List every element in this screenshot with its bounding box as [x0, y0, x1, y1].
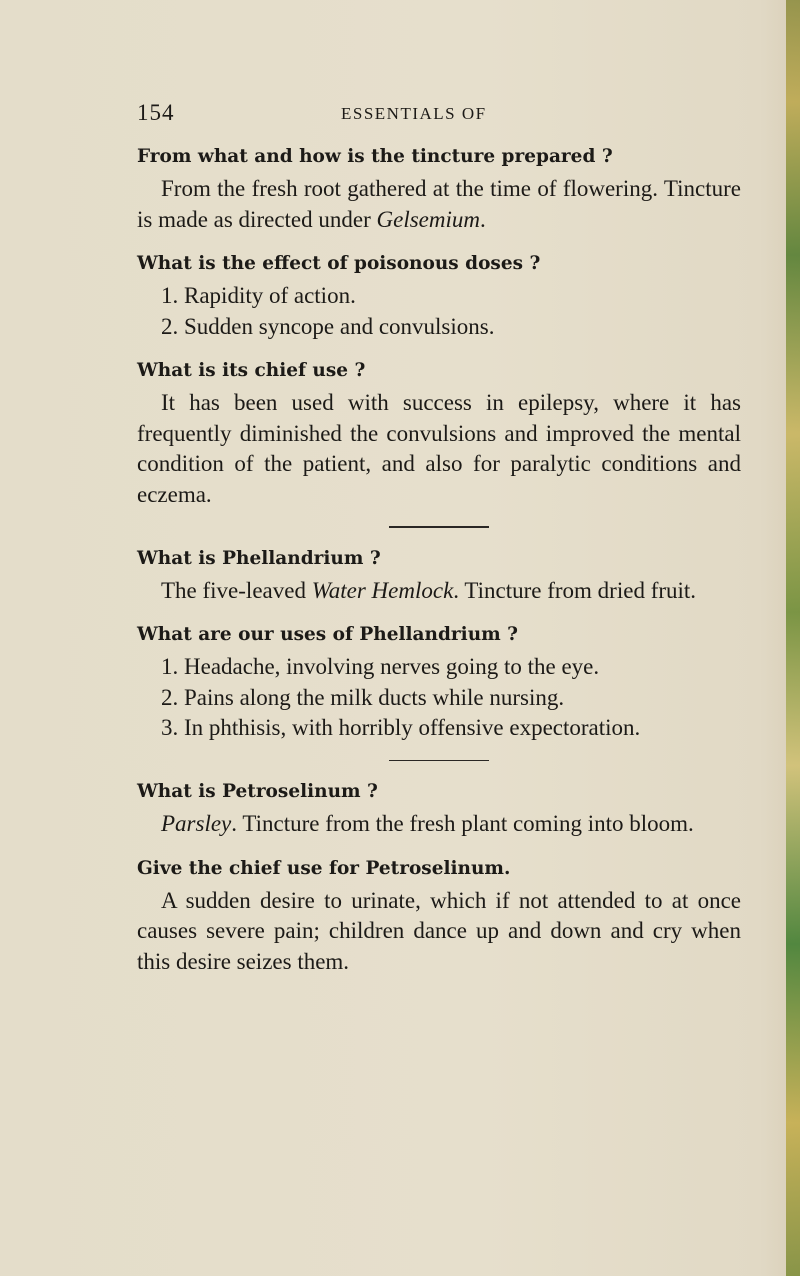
answer-text: From the fresh root gathered at the time of flowering. Tincture is made as directed under: [137, 176, 741, 232]
question-petroselinum-use: Give the chief use for Petroselinum.: [137, 857, 511, 879]
section-divider: [389, 526, 489, 528]
answer-chief-use: It has been used with success in epilepsy, where it has frequently diminished the convulsions and improved the mental condition of the patient, and also for paralytic conditions and eczema.: [137, 390, 741, 507]
question-chief-use: What is its chief use ?: [137, 360, 366, 381]
question-petroselinum: What is Petroselinum ?: [137, 781, 378, 802]
answer-petroselinum: [137, 809, 741, 840]
list-text: Pains along the milk ducts while nursing.: [184, 684, 565, 710]
question-poisonous-doses: What is the effect of poisonous doses ?: [137, 253, 541, 274]
list-item: [137, 312, 741, 343]
list-text: Headache, involving nerves going to the eye.: [184, 654, 600, 679]
list-number: 2.: [161, 313, 179, 339]
page-edge-strip: [786, 0, 800, 1276]
list-item: [137, 281, 741, 312]
page-number: 154: [137, 100, 175, 125]
list-item: [137, 652, 741, 683]
list-number: 3.: [161, 715, 179, 740]
question-phellandrium: What is Phellandrium ?: [137, 547, 381, 569]
list-item: [137, 713, 741, 744]
question-phellandrium-uses: What are our uses of Phellandrium ?: [137, 624, 518, 645]
list-text: In phthisis, with horribly offensive expectoration.: [184, 715, 641, 740]
list-number: 1.: [161, 283, 179, 308]
list-item: [137, 683, 741, 714]
italic-term: Gelsemium: [376, 206, 480, 232]
italic-term: Water Hemlock: [311, 577, 454, 603]
list-text: Sudden syncope and convulsions.: [184, 313, 495, 339]
answer-text: . Tincture from the fresh plant coming into bloom.: [231, 811, 694, 836]
italic-term: Parsley: [161, 811, 232, 836]
answer-text: . Tincture from dried fruit.: [453, 577, 697, 603]
section-divider: [389, 760, 489, 762]
answer-tincture-preparation: [137, 174, 741, 235]
page-content: [137, 140, 741, 977]
answer-phellandrium: [137, 576, 741, 607]
answer-text: .: [479, 206, 486, 232]
page-header: [137, 100, 737, 130]
list-number: 1.: [161, 654, 179, 679]
answer-petroselinum-use: A sudden desire to urinate, which if not attended to at once causes severe pain; children dance up and down and cry when this desire seizes them.: [137, 887, 741, 974]
running-head: ESSENTIALS OF: [341, 104, 487, 123]
question-tincture-preparation: From what and how is the tincture prepared ?: [137, 146, 613, 167]
list-text: Rapidity of action.: [184, 283, 356, 308]
list-number: 2.: [161, 684, 179, 710]
answer-text: The five-leaved: [161, 577, 312, 603]
